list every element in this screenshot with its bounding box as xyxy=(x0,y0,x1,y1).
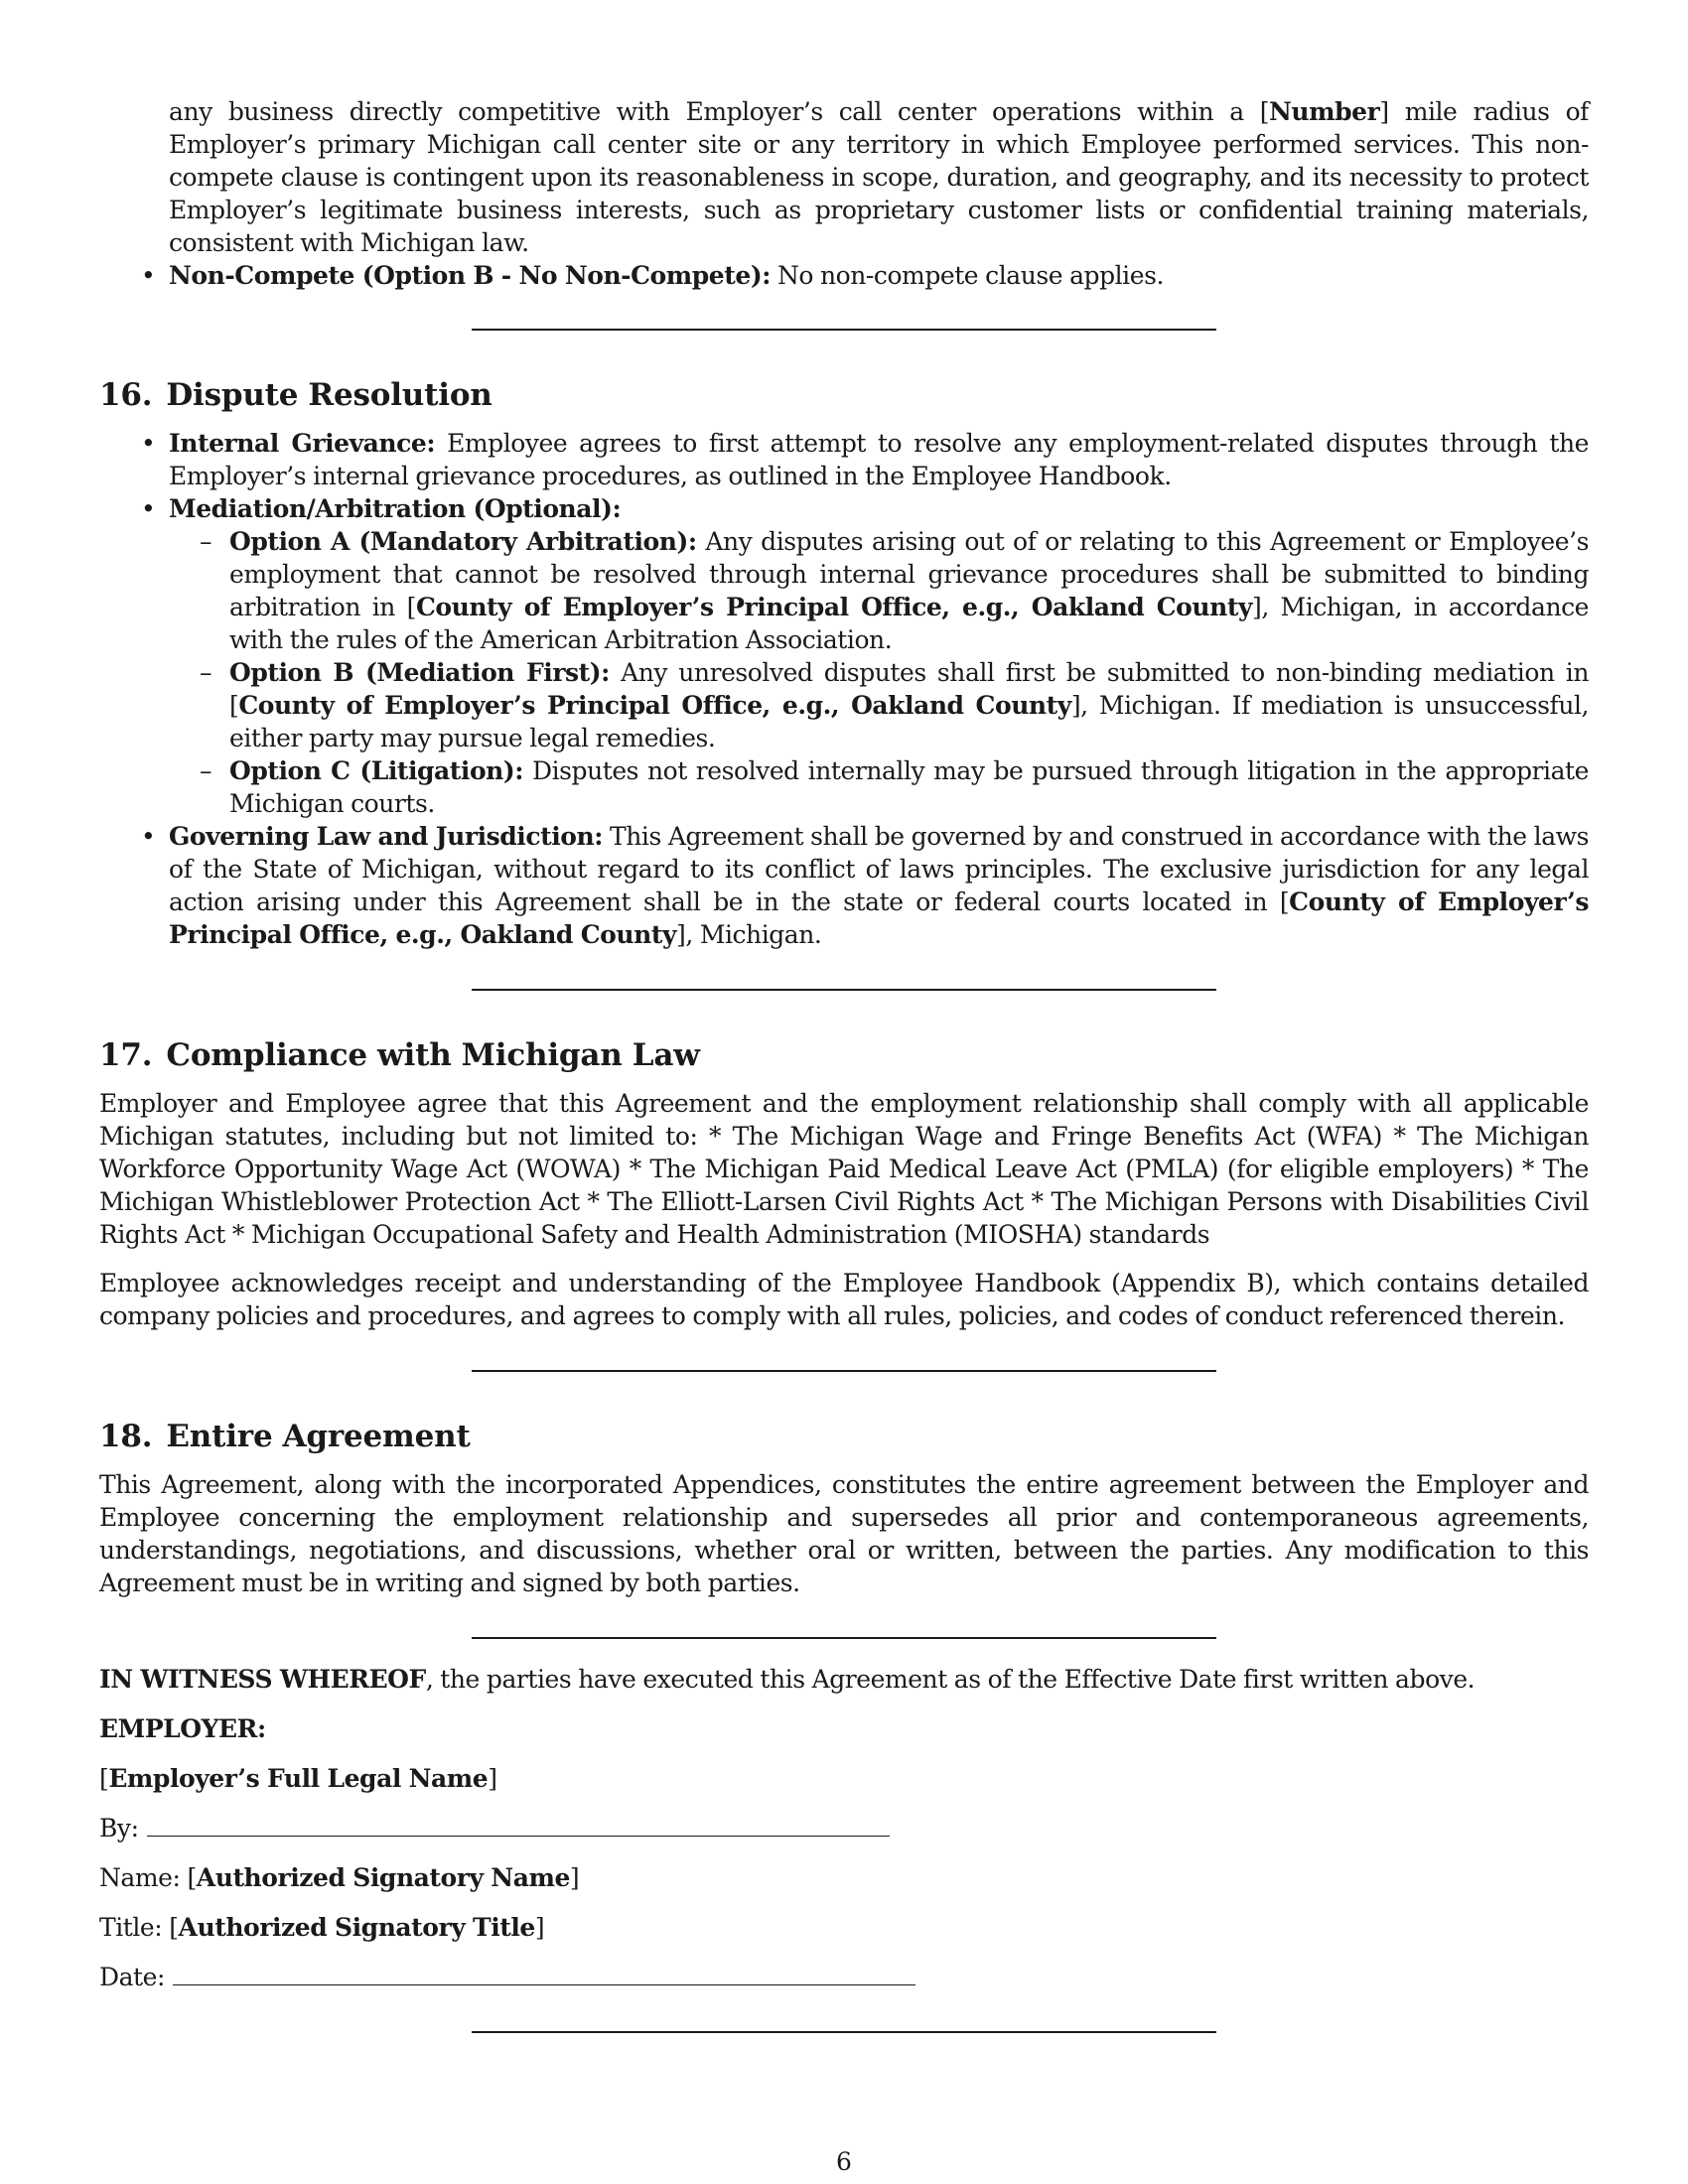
continuation-text-a: any business directly competitive with Employer’s call center operations within a [ xyxy=(169,97,1270,126)
governing-law-text-end: ], Michigan. xyxy=(676,920,822,949)
section-divider xyxy=(472,1637,1216,1639)
bracket-open: [ xyxy=(99,1764,109,1793)
option-b-text: Any unresolved disputes shall first be submitted to non-binding mediation in [ xyxy=(229,658,1589,720)
governing-law-item xyxy=(169,820,1589,951)
continuation-text-b: ] mile radius of Employer’s primary Michigan call center site or any territory in which Employee performed services. This non-compete clause is contingent upon its reasonableness in scope, duration, and geography, and its necessity to protect Employer’s legitimate business interests, such as proprietary customer lists or confidential training materials, consistent with Michigan law. xyxy=(169,97,1589,257)
option-b-label: Option B (Mediation First): xyxy=(229,658,610,687)
option-c-label: Option C (Litigation): xyxy=(229,756,524,785)
witness-bold: IN WITNESS WHEREOF xyxy=(99,1665,426,1694)
option-c-text: Disputes not resolved internally may be pursued through litigation in the appropriate Michigan courts. xyxy=(229,756,1589,818)
by-line xyxy=(99,1812,1589,1844)
employer-heading xyxy=(99,1712,1589,1745)
non-compete-option-a-continuation xyxy=(169,95,1589,259)
signatory-name: Authorized Signatory Name xyxy=(196,1863,570,1892)
option-b-item xyxy=(229,656,1589,754)
mediation-arbitration-label: Mediation/Arbitration (Optional): xyxy=(169,494,622,523)
document-page xyxy=(99,95,1589,2033)
governing-law-county: County of Employer’s Principal Office, e.g., Oakland County xyxy=(169,887,1589,949)
compliance-paragraph: Employer and Employee agree that this Agreement and the employment relationship shall comply with all applicable Michigan statutes, including but not limited to: * The Michigan Wage and Fringe Benefits Act (WFA) * The Michigan Workforce Opportunity Wage Act (WOWA) * The Michigan Paid Medical Leave Act (PMLA) (for eligible employers) * The Michigan Whistleblower Protection Act * The Elliott-Larsen Civil Rights Act * The Michigan Persons with Disabilities Civil Rights Act * Michigan Occupational Safety and Health Administration (MIOSHA) standards xyxy=(99,1089,1589,1249)
section-title: Compliance with Michigan Law xyxy=(166,1037,700,1073)
entire-agreement-paragraph: This Agreement, along with the incorporated Appendices, constitutes the entire agreement between the Employer and Employee concerning the employment relationship and supersedes all prior and contemporaneous agreements, understandings, negotiations, and discussions, whether oral or written, between the parties. Any modification to this Agreement must be in writing and signed by both parties. xyxy=(99,1470,1589,1597)
section-number: 17. xyxy=(99,1037,153,1073)
internal-grievance-text: Employee agrees to first attempt to resolve any employment-related disputes through the Employer’s internal grievance procedures, as outlined in the Employee Handbook. xyxy=(169,429,1589,490)
date-label: Date: xyxy=(99,1963,165,1991)
handbook-paragraph: Employee acknowledges receipt and understanding of the Employee Handbook (Appendix B), which contains detailed company policies and procedures, and agrees to comply with all rules, policies, and codes of conduct referenced therein. xyxy=(99,1269,1589,1330)
section-divider xyxy=(472,1370,1216,1372)
name-label: Name: xyxy=(99,1863,181,1892)
section-18-heading xyxy=(99,1417,1589,1456)
employer-heading-text: EMPLOYER: xyxy=(99,1714,266,1743)
section-number: 16. xyxy=(99,377,153,413)
section-15-list xyxy=(99,95,1589,292)
date-line xyxy=(99,1961,1589,1993)
bracket-close: ] xyxy=(488,1764,497,1793)
mediation-arbitration-item xyxy=(169,492,1589,820)
option-a-item xyxy=(229,525,1589,656)
governing-law-label: Governing Law and Jurisdiction: xyxy=(169,822,603,851)
section-title: Dispute Resolution xyxy=(166,377,492,413)
by-label: By: xyxy=(99,1814,139,1843)
internal-grievance-label: Internal Grievance: xyxy=(169,429,436,458)
option-a-text-end: ], Michigan, in accordance with the rules of the American Arbitration Association. xyxy=(229,593,1589,654)
by-signature-field[interactable] xyxy=(147,1812,890,1837)
section-divider xyxy=(472,989,1216,991)
option-b-text-end: ], Michigan. If mediation is unsuccessful, either party may pursue legal remedies. xyxy=(229,691,1590,752)
option-a-label: Option A (Mandatory Arbitration): xyxy=(229,527,697,556)
page-number: 6 xyxy=(836,2147,852,2176)
name-line: Name: [Authorized Signatory Name] xyxy=(99,1863,580,1892)
date-signature-field[interactable] xyxy=(173,1961,915,1985)
non-compete-option-b-label: Non-Compete (Option B - No Non-Compete): xyxy=(169,261,771,290)
section-title: Entire Agreement xyxy=(166,1419,471,1454)
option-a-county: County of Employer’s Principal Office, e.g., Oakland County xyxy=(415,593,1253,621)
witness-statement xyxy=(99,1663,1589,1696)
option-c-item xyxy=(229,754,1589,820)
internal-grievance-item xyxy=(169,427,1589,492)
option-b-county: County of Employer’s Principal Office, e.g., Oakland County xyxy=(238,691,1071,720)
number-placeholder: Number xyxy=(1269,97,1380,126)
option-a-text: Any disputes arising out of or relating to this Agreement or Employee’s employment that cannot be resolved through internal grievance procedures shall be submitted to binding arbitration in [ xyxy=(229,527,1589,621)
section-divider xyxy=(472,329,1216,331)
employer-name: Employer’s Full Legal Name xyxy=(108,1764,489,1793)
section-divider xyxy=(472,2031,1216,2033)
employer-name-line xyxy=(99,1762,1589,1795)
witness-text: , the parties have executed this Agreement as of the Effective Date first written above. xyxy=(425,1665,1476,1694)
title-label: Title: xyxy=(99,1913,163,1942)
mediation-options-list xyxy=(169,525,1589,820)
non-compete-option-b xyxy=(169,259,1589,292)
section-16-list xyxy=(99,427,1589,951)
non-compete-option-b-text: No non-compete clause applies. xyxy=(770,261,1164,290)
section-number: 18. xyxy=(99,1419,153,1454)
title-line: Title: [Authorized Signatory Title] xyxy=(99,1913,545,1942)
section-16-heading xyxy=(99,375,1589,415)
section-17-heading xyxy=(99,1035,1589,1075)
governing-law-text: This Agreement shall be governed by and construed in accordance with the laws of the State of Michigan, without regard to its conflict of laws principles. The exclusive jurisdiction for any legal action arising under this Agreement shall be in the state or federal courts located in [ xyxy=(169,822,1589,916)
signatory-title: Authorized Signatory Title xyxy=(178,1913,535,1942)
